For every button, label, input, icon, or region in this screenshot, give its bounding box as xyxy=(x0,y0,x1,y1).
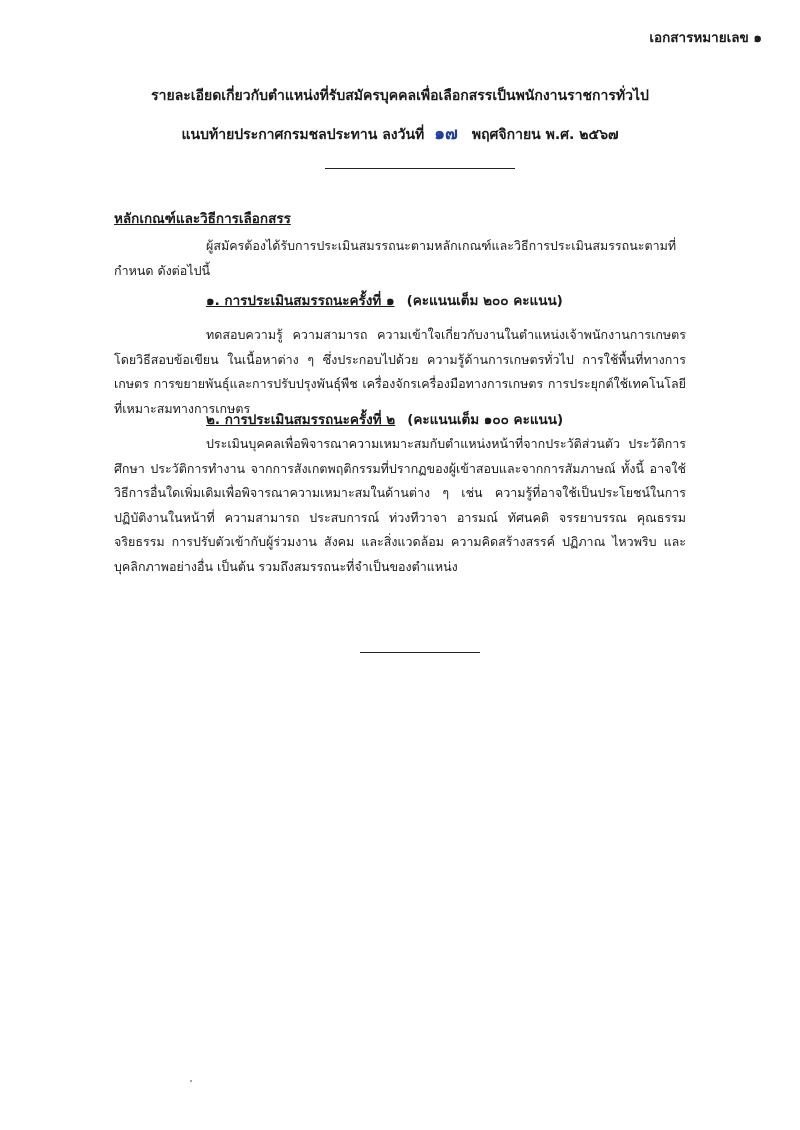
document-number: เอกสารหมายเลข ๑ xyxy=(649,30,762,46)
document-title: รายละเอียดเกี่ยวกับตำแหน่งที่รับสมัครบุคคลเพื่อเลือกสรรเป็นพนักงานราชการทั่วไป xyxy=(151,88,649,104)
section-2-label: ๒. การประเมินสมรรถนะครั้งที่ ๒ xyxy=(206,412,396,428)
announcement-prefix: แนบท้ายประกาศกรมชลประทาน ลงวันที่ xyxy=(181,127,425,143)
announcement-day: ๑๗ xyxy=(434,124,458,144)
announcement-month-year: พฤศจิกายน พ.ศ. ๒๕๖๗ xyxy=(471,127,619,143)
announcement-reference xyxy=(0,120,800,147)
criteria-heading: หลักเกณฑ์และวิธีการเลือกสรร xyxy=(114,211,291,227)
section-2-text: ประเมินบุคคลเพื่อพิจารณาความเหมาะสมกับตำแหน่งหน้าที่จากประวัติส่วนตัว ประวัติการศึกษา ประวัติการทำงาน จากการสังเกตพฤติกรรมที่ปรากฏของผู้เข้าสอบและจากการสัมภาษณ์ ทั้งนี้ อาจใช้วิธีการอื่นใดเพิ่มเติมเพื่อพิจารณาความเหมาะสมในด้านต่าง ๆ เช่น ความรู้ที่อาจใช้เป็นประโยชน์ในการปฏิบัติงานในหน้าที่ ความสามารถ ประสบการณ์ ท่วงทีวาจา อารมณ์ ทัศนคติ จรรยาบรรณ คุณธรรม จริยธรรม การปรับตัวเข้ากับผู้ร่วมงาน สังคม และสิ่งแวดล้อม ความคิดสร้างสรรค์ ปฏิภาณ ไหวพริบ และบุคลิกภาพอย่างอื่น เป็นต้น รวมถึงสมรรถนะที่จำเป็นของตำแหน่ง xyxy=(114,436,686,574)
end-divider xyxy=(360,652,480,653)
section-1-score: (คะแนนเต็ม ๒๐๐ คะแนน) xyxy=(406,293,563,309)
section-1-text: ทดสอบความรู้ ความสามารถ ความเข้าใจเกี่ยวกับงานในตำแหน่งเจ้าพนักงานการเกษตร โดยวิธีสอบข้อเขียน ในเนื้อหาต่าง ๆ ซึ่งประกอบไปด้วย ความรู้ด้านการเกษตรทั่วไป การใช้พื้นที่ทางการเกษตร การขยายพันธุ์และการปรับปรุงพันธุ์พืช เครื่องจักรเครื่องมือทางการเกษตร การประยุกต์ใช้เทคโนโลยีที่เหมาะสมทางการเกษตร xyxy=(114,327,686,416)
intro-paragraph: ผู้สมัครต้องได้รับการประเมินสมรรถนะตามหลักเกณฑ์และวิธีการประเมินสมรรถนะตามที่กำหนด ดังต่อไปนี้ xyxy=(114,238,677,278)
section-1-label: ๑. การประเมินสมรรถนะครั้งที่ ๑ xyxy=(206,293,395,309)
section-1-heading xyxy=(206,289,563,311)
section-2-heading xyxy=(206,408,563,430)
title-divider xyxy=(325,168,515,169)
section-2-score: (คะแนนเต็ม ๑๐๐ คะแนน) xyxy=(407,412,564,428)
scan-speck xyxy=(190,1080,192,1082)
